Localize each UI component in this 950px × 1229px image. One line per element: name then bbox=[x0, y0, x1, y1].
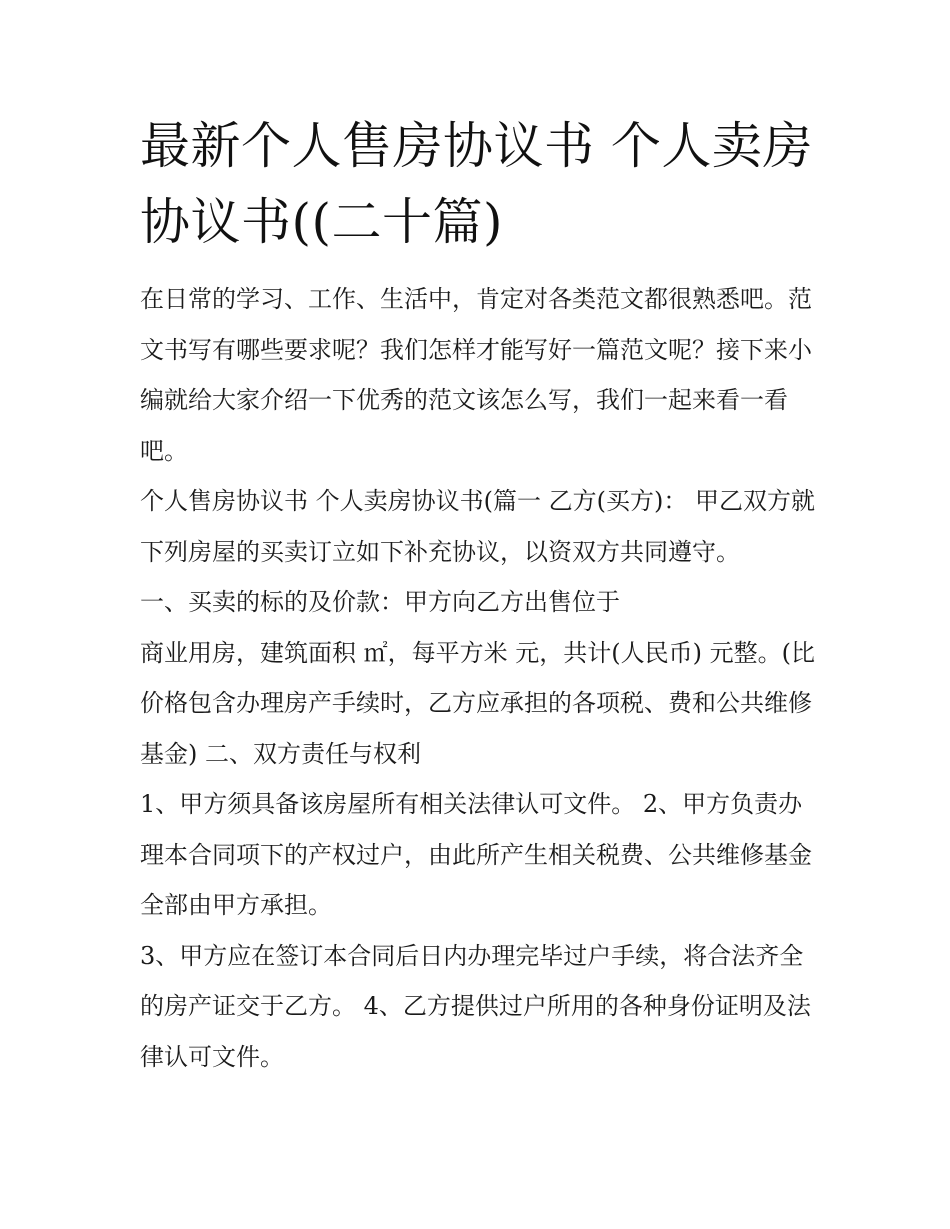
intro-paragraph: 在日常的学习、工作、生活中，肯定对各类范文都很熟悉吧。范文书写有哪些要求呢？我们怎样才能写好一篇范文呢？接下来小编就给大家介绍一下优秀的范文该怎么写，我们一起来看一看吧。 bbox=[140, 285, 812, 465]
document-title: 最新个人售房协议书 个人卖房协议书((二十篇) bbox=[140, 117, 813, 251]
clause-3-4-paragraph: 3、甲方应在签订本合同后日内办理完毕过户手续，将合法齐全的房产证交于乙方。 4、乙方提供过户所用的各种身份证明及法律认可文件。 bbox=[140, 941, 811, 1071]
sale-subject-paragraph: 一、买卖的标的及价款：甲方向乙方出售位于 bbox=[140, 588, 620, 616]
agreement-preamble-paragraph: 个人售房协议书 个人卖房协议书(篇一 乙方(买方)： 甲乙双方就下列房屋的买卖订立如下补充协议，以资双方共同遵守。 bbox=[140, 487, 815, 566]
price-paragraph: 商业用房，建筑面积 ㎡，每平方米 元，共计(人民币) 元整。(比价格包含办理房产手续时，乙方应承担的各项税、费和公共维修基金) 二、双方责任与权利 bbox=[140, 638, 815, 768]
clause-1-2-paragraph: 1、甲方须具备该房屋所有相关法律认可文件。 2、甲方负责办理本合同项下的产权过户，由此所产生相关税费、公共维修基金全部由甲方承担。 bbox=[140, 790, 812, 919]
